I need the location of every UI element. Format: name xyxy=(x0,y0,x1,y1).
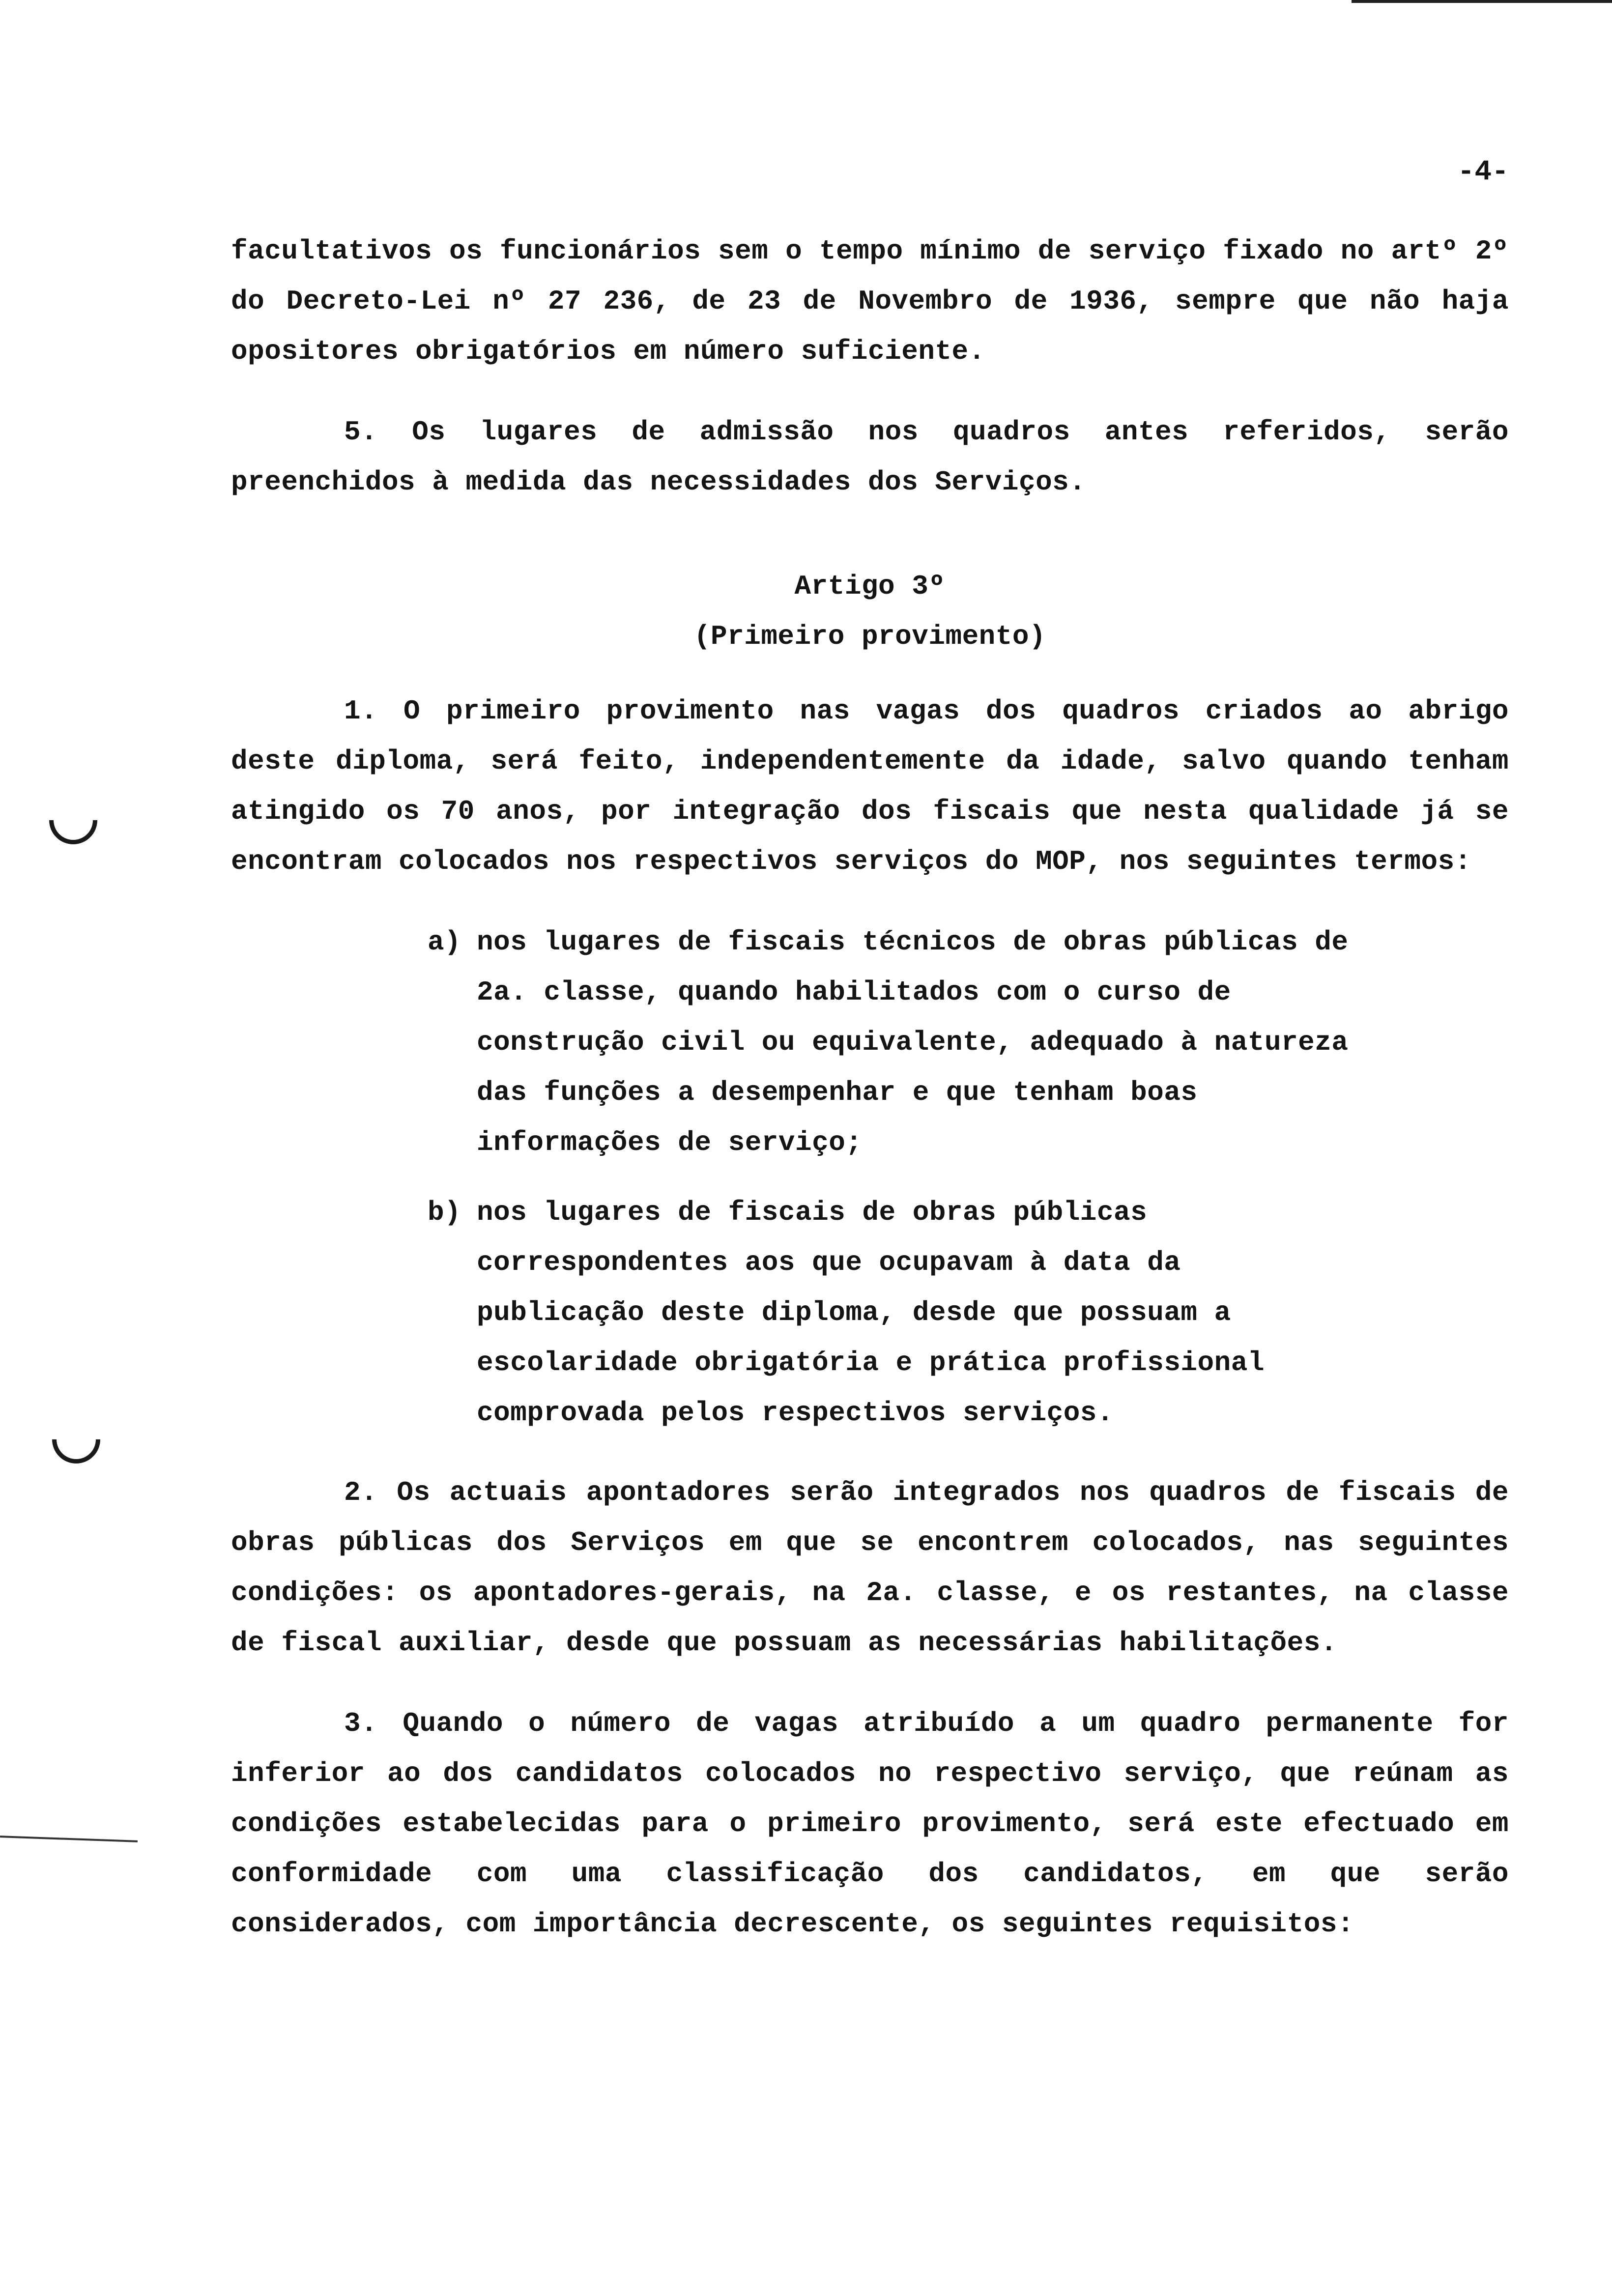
article-title: Artigo 3º xyxy=(794,571,946,602)
list-item-text: nos lugares de fiscais de obras públicas correspondentes aos que ocupavam à data da publicação deste diploma, desde que possuam a escolaridade obrigatória e prática profissional comprovada pelos respectivos serviços. xyxy=(477,1197,1265,1429)
list-item xyxy=(428,917,1352,1168)
paragraph-5: 5. Os lugares de admissão nos quadros antes referidos, serão preenchidos à medida das necessidades dos Serviços. xyxy=(231,416,1509,498)
list-item xyxy=(428,1187,1352,1438)
top-edge-rule xyxy=(1352,0,1612,3)
paragraph-2: 2. Os actuais apontadores serão integrados nos quadros de fiscais de obras públicas dos Serviços em que se encontrem colocados, nas seguintes condições: os apontadores-gerais, na 2a. classe, e os restantes, na classe de fiscal auxiliar, desde que possuam as necessárias habilitações. xyxy=(231,1477,1509,1659)
page-number: -4- xyxy=(1457,156,1509,188)
list-marker: a) xyxy=(428,926,461,958)
paragraph-3: 3. Quando o número de vagas atribuído a um quadro permanente for inferior ao dos candidatos colocados no respectivo serviço, que reúnam as condições estabelecidas para o primeiro provimento, será este efectuado em conformidade com uma classificação dos candidatos, em que serão considerados, com importância decrescente, os seguintes requisitos: xyxy=(231,1708,1509,1940)
list-item-text: nos lugares de fiscais técnicos de obras públicas de 2a. classe, quando habilitados com o curso de construção civil ou equivalente, adequado à natureza das funções a desempenhar e que tenham boas informações de serviço; xyxy=(477,926,1349,1158)
binding-hole-mark xyxy=(42,1406,111,1474)
document-body xyxy=(231,226,1509,1980)
paragraph-continuation: facultativos os funcionários sem o tempo mínimo de serviço fixado no artº 2º do Decreto-Lei nº 27 236, de 23 de Novembro de 1936, sempre que não haja opositores obrigatórios em número suficiente. xyxy=(231,235,1509,367)
article-subtitle: (Primeiro provimento) xyxy=(693,621,1046,652)
provision-list xyxy=(428,917,1352,1438)
binding-hole-mark xyxy=(39,786,108,855)
paragraph-1: 1. O primeiro provimento nas vagas dos quadros criados ao abrigo deste diploma, será feito, independentemente da idade, salvo quando tenham atingido os 70 anos, por integração dos fiscais que nesta qualidade já se encontram colocados nos respectivos serviços do MOP, nos seguintes termos: xyxy=(231,695,1509,877)
margin-pencil-line xyxy=(0,1836,138,1842)
list-marker: b) xyxy=(428,1197,461,1228)
